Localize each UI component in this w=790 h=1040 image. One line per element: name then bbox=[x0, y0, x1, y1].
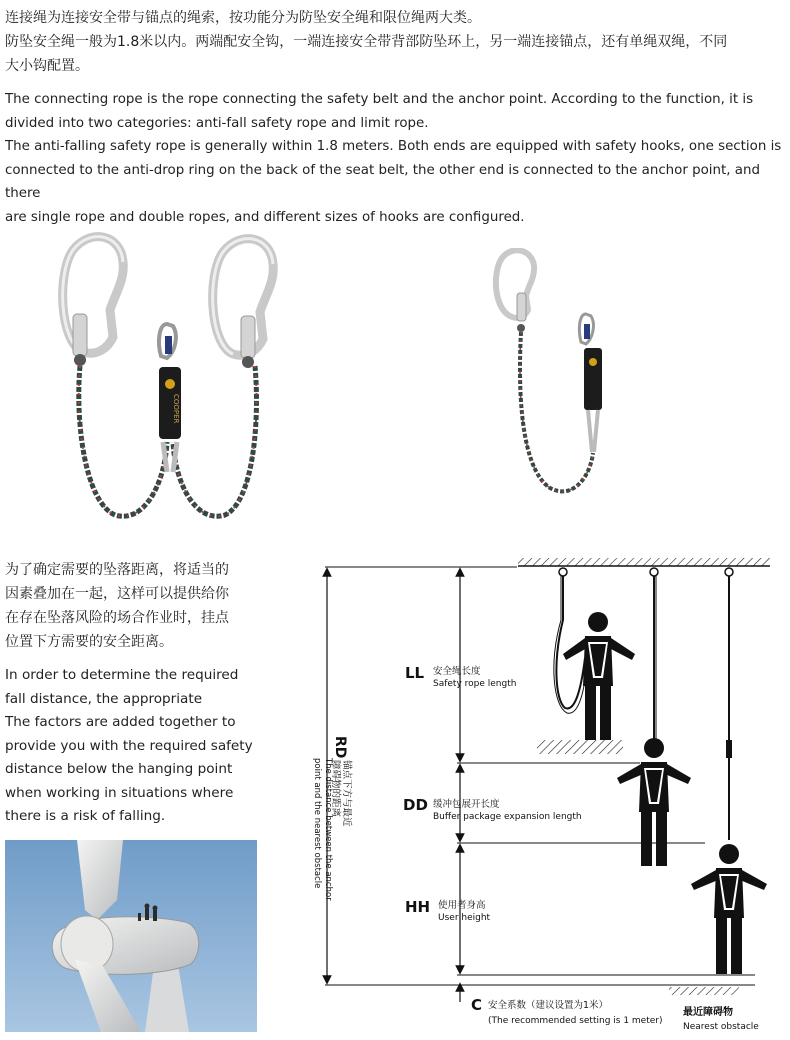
hh-cn: 使用者身高 bbox=[438, 900, 486, 911]
fall-cn-line-3: 在存在坠落风险的场合作业时，挂点 bbox=[5, 610, 229, 626]
fall-distance-text bbox=[5, 558, 255, 829]
dd-en: Buffer package expansion length bbox=[433, 812, 582, 822]
brand-label: COOPER bbox=[172, 394, 180, 424]
hh-en: User height bbox=[438, 913, 491, 923]
single-lanyard-image bbox=[490, 248, 620, 498]
worker-figure-3-icon bbox=[691, 844, 767, 974]
ceiling bbox=[518, 558, 770, 566]
right-big-hook-icon bbox=[213, 239, 274, 368]
intro-en-block bbox=[5, 88, 787, 229]
c-code: C bbox=[471, 996, 483, 1014]
fall-en-line-7: there is a risk of falling. bbox=[5, 808, 166, 824]
right-rope bbox=[173, 366, 256, 516]
intro-en-line-5: are single rope and double ropes, and different sizes of hooks are configured. bbox=[5, 209, 525, 225]
worker-figure-1-icon bbox=[563, 612, 635, 740]
obstacle-cn: 最近障碍物 bbox=[683, 1007, 733, 1018]
rd-en-1: The distance between the anchor bbox=[323, 758, 333, 901]
worker-figure-2-icon bbox=[617, 738, 691, 866]
c-en: (The recommended setting is 1 meter) bbox=[488, 1016, 663, 1026]
nearest-obstacle bbox=[669, 987, 759, 1032]
intro-en-line-1: The connecting rope is the rope connecting the safety belt and the anchor point. According to the function, it is bbox=[5, 92, 754, 107]
fall-cn-line-2: 因素叠加在一起，这样可以提供给你 bbox=[5, 586, 229, 602]
double-lanyard-image bbox=[55, 232, 285, 527]
left-big-hook-icon bbox=[63, 237, 124, 366]
intro-text bbox=[5, 6, 787, 229]
carabiner-icon bbox=[159, 324, 176, 358]
single-rope bbox=[520, 332, 593, 491]
ll-cn: 安全绳长度 bbox=[433, 666, 481, 677]
intro-en-line-2: divided into two categories: anti-fall safety rope and limit rope. bbox=[5, 115, 429, 131]
rd-cn-2: 障碍物的距离 bbox=[330, 760, 341, 818]
fall-cn-line-4: 位置下方需要的安全距离。 bbox=[5, 634, 173, 650]
fall-en-line-3: The factors are added together to bbox=[5, 714, 236, 730]
fall-en-line-2: fall distance, the appropriate bbox=[5, 690, 203, 707]
fall-cn-line-1: 为了确定需要的坠落距离，将适当的 bbox=[5, 562, 229, 578]
wind-turbine-photo bbox=[5, 840, 257, 1032]
rd-code: RD bbox=[332, 736, 348, 759]
rd-en-2: point and the nearest obstacle bbox=[312, 758, 322, 889]
dd-code: DD bbox=[403, 796, 428, 814]
fall-en-block bbox=[5, 664, 255, 829]
rd-cn-1: 锚点下方与最近 bbox=[341, 760, 352, 827]
platform bbox=[537, 740, 623, 754]
intro-cn-line-3: 大小钩配置。 bbox=[5, 58, 89, 74]
obstacle-en: Nearest obstacle bbox=[683, 1022, 759, 1032]
single-shock-absorber bbox=[584, 348, 602, 410]
fall-en-line-4: provide you with the required safety bbox=[5, 737, 253, 754]
ll-en: Safety rope length bbox=[433, 679, 517, 689]
ll-code: LL bbox=[405, 664, 425, 682]
intro-en-line-3: The anti-falling safety rope is generally within 1.8 meters. Both ends are equipped with safety hooks, one section is bbox=[5, 139, 782, 154]
intro-cn-line-1: 连接绳为连接安全带与锚点的绳索，按功能分为防坠安全绳和限位绳两大类。 bbox=[5, 10, 481, 26]
hh-code: HH bbox=[405, 898, 431, 916]
single-hook-icon bbox=[496, 250, 534, 332]
dd-cn: 缓冲包展开长度 bbox=[433, 799, 500, 810]
c-cn: 安全系数（建议设置为1米） bbox=[488, 1000, 609, 1011]
fall-en-line-5: distance below the hanging point bbox=[5, 761, 233, 777]
single-carabiner-icon bbox=[579, 314, 593, 344]
fall-en-line-6: when working in situations where bbox=[5, 784, 234, 801]
intro-cn-line-2: 防坠安全绳一般为1.8米以内。两端配安全钩，一端连接安全带背部防坠环上，另一端连接锚点，还有单绳双绳，不同 bbox=[5, 34, 728, 50]
intro-en-line-4: connected to the anti-drop ring on the back of the seat belt, the other end is connected to the anchor point, and there bbox=[5, 162, 760, 201]
fall-distance-diagram bbox=[285, 550, 787, 1035]
fall-en-line-1: In order to determine the required bbox=[5, 667, 239, 683]
